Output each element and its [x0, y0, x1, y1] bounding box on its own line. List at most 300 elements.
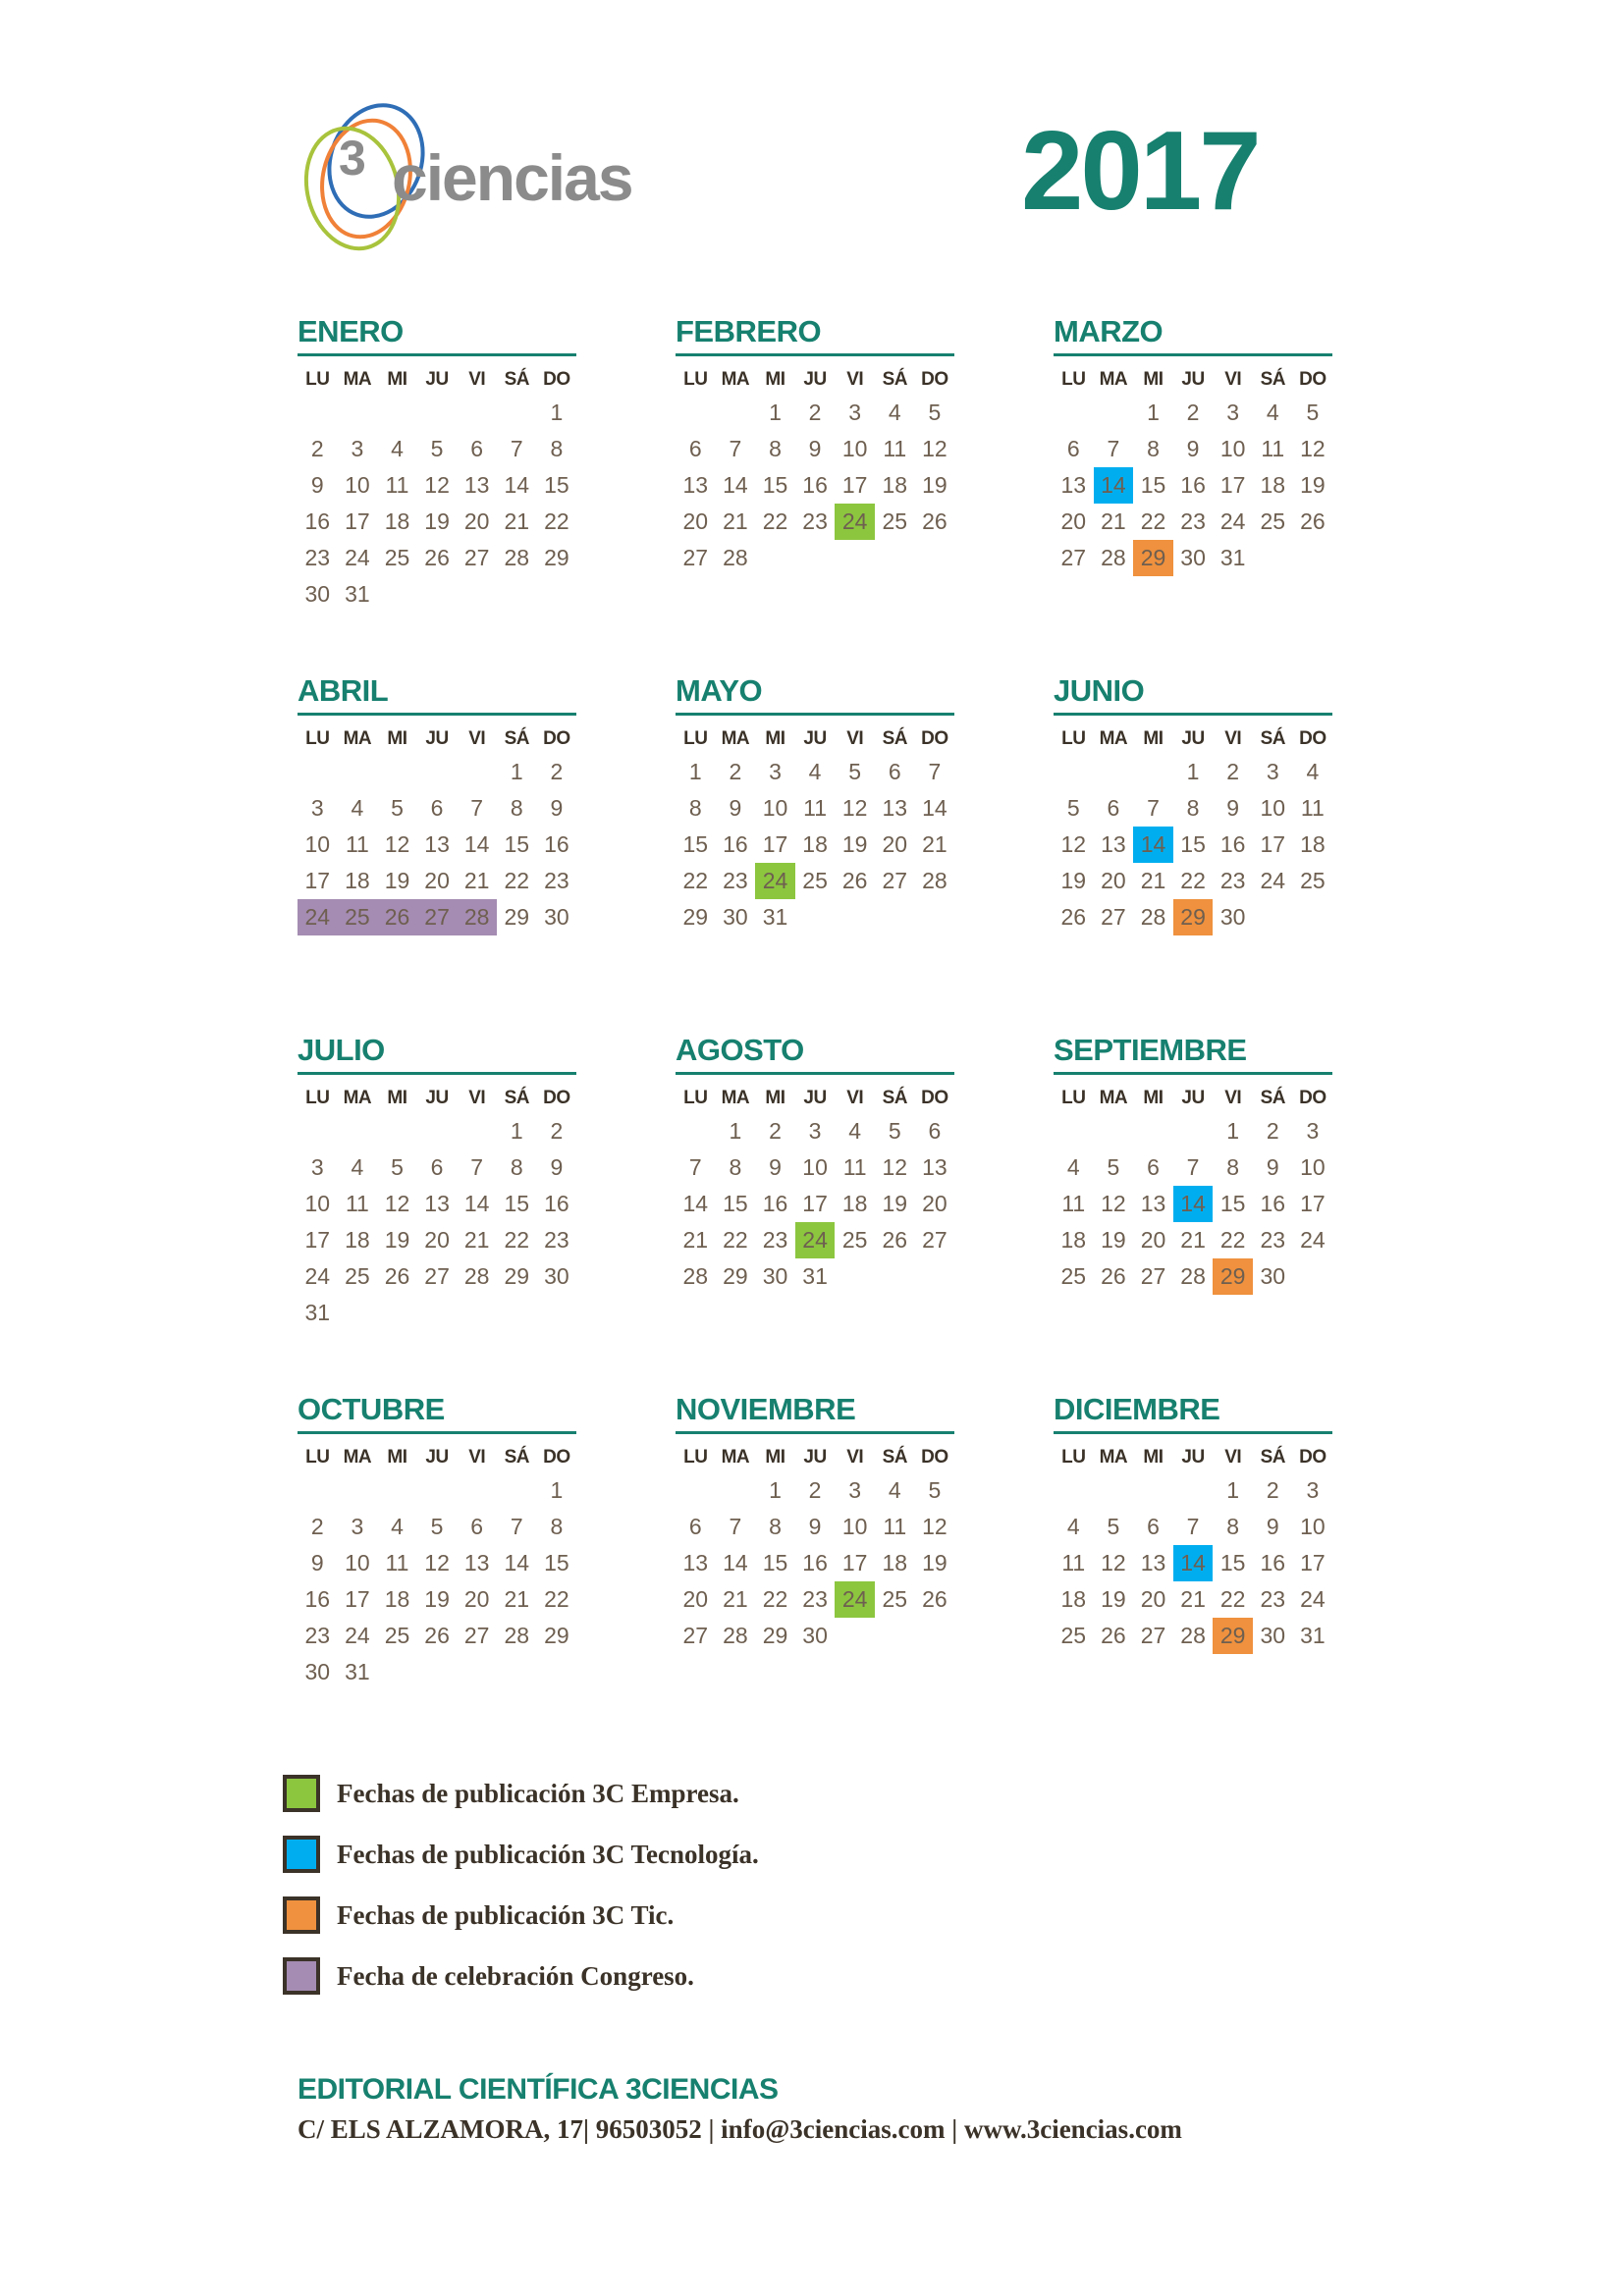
legend	[283, 1775, 759, 2018]
month-julio	[298, 1033, 576, 1331]
month-abril	[298, 673, 576, 935]
day-noviembre-28: 28	[723, 1623, 748, 1648]
day-agosto-20: 20	[922, 1191, 947, 1216]
day-agosto-9: 9	[769, 1154, 782, 1180]
weekday-label: SÁ	[504, 1088, 529, 1108]
weekday-label: MI	[765, 1447, 785, 1468]
day-mayo-12: 12	[841, 795, 868, 821]
weekday-label: MI	[387, 1088, 407, 1108]
day-diciembre-30: 30	[1260, 1623, 1286, 1648]
day-noviembre-4: 4	[888, 1477, 901, 1503]
day-marzo-14: 14	[1094, 467, 1134, 504]
day-septiembre-12: 12	[1101, 1191, 1126, 1216]
day-marzo-28: 28	[1101, 545, 1126, 570]
day-enero-9: 9	[310, 472, 324, 498]
legend-item-tecnologia	[283, 1836, 759, 1873]
day-junio-22: 22	[1180, 868, 1206, 893]
footer-contact-line: C/ ELS ALZAMORA, 17| 96503052 | info@3ciencias.com | www.3ciencias.com	[298, 2114, 1182, 2144]
day-abril-12: 12	[384, 831, 410, 857]
day-febrero-23: 23	[802, 508, 828, 534]
day-septiembre-8: 8	[1226, 1154, 1240, 1180]
day-diciembre-31: 31	[1300, 1623, 1326, 1648]
day-diciembre-25: 25	[1060, 1623, 1087, 1648]
empty-cell	[338, 395, 378, 431]
day-marzo-7: 7	[1107, 436, 1120, 461]
year-label: 2017	[1021, 109, 1259, 234]
day-febrero-4: 4	[888, 400, 901, 425]
day-junio-16: 16	[1219, 831, 1246, 857]
day-abril-19: 19	[384, 868, 410, 893]
weekday-label: MA	[1099, 369, 1128, 390]
day-mayo-21: 21	[922, 831, 947, 857]
empty-cell	[417, 1472, 458, 1509]
empty-cell	[1094, 1472, 1134, 1509]
day-junio-29: 29	[1173, 899, 1214, 935]
day-mayo-14: 14	[922, 795, 947, 821]
empty-cell	[377, 395, 417, 431]
weekday-header-row	[298, 1446, 576, 1469]
day-marzo-3: 3	[1226, 400, 1240, 425]
day-octubre-22: 22	[544, 1586, 569, 1612]
weekday-label: MI	[1143, 369, 1164, 390]
day-diciembre-21: 21	[1180, 1586, 1206, 1612]
day-octubre-25: 25	[384, 1623, 410, 1648]
weekday-label: MA	[721, 728, 750, 749]
day-enero-11: 11	[385, 472, 409, 498]
day-mayo-20: 20	[882, 831, 908, 857]
day-mayo-25: 25	[802, 868, 828, 893]
day-noviembre-7: 7	[729, 1514, 742, 1539]
day-mayo-22: 22	[682, 868, 709, 893]
month-septiembre	[1054, 1033, 1332, 1295]
day-abril-30: 30	[544, 904, 569, 930]
day-noviembre-21: 21	[723, 1586, 748, 1612]
month-underline	[1054, 1431, 1332, 1434]
weekday-label: SÁ	[1260, 728, 1285, 749]
day-noviembre-15: 15	[762, 1550, 788, 1575]
weekday-label: VI	[468, 728, 486, 749]
day-febrero-26: 26	[922, 508, 947, 534]
day-febrero-8: 8	[769, 436, 782, 461]
day-diciembre-28: 28	[1180, 1623, 1206, 1648]
day-agosto-29: 29	[723, 1263, 748, 1289]
weekday-label: JU	[425, 1447, 449, 1468]
day-junio-14: 14	[1133, 827, 1173, 863]
day-marzo-6: 6	[1066, 436, 1080, 461]
day-enero-29: 29	[544, 545, 569, 570]
empty-cell	[1094, 1113, 1134, 1149]
weekday-label: JU	[1181, 369, 1205, 390]
weekday-label: MI	[1143, 1447, 1164, 1468]
day-octubre-24: 24	[345, 1623, 370, 1648]
month-title: DICIEMBRE	[1054, 1392, 1220, 1426]
day-abril-17: 17	[304, 868, 331, 893]
3ciencias-logo	[290, 90, 702, 267]
month-mayo	[676, 673, 954, 935]
day-marzo-10: 10	[1219, 436, 1246, 461]
day-febrero-22: 22	[762, 508, 788, 534]
weekday-label: DO	[1299, 1088, 1326, 1108]
month-underline	[298, 1431, 576, 1434]
weekday-label: SÁ	[504, 728, 529, 749]
day-septiembre-20: 20	[1140, 1227, 1166, 1253]
empty-cell	[716, 395, 756, 431]
day-abril-6: 6	[430, 795, 444, 821]
day-marzo-30: 30	[1180, 545, 1206, 570]
day-febrero-16: 16	[802, 472, 828, 498]
day-enero-5: 5	[430, 436, 444, 461]
weekday-label: LU	[683, 369, 708, 390]
empty-cell	[377, 1113, 417, 1149]
day-septiembre-14: 14	[1173, 1186, 1214, 1222]
day-noviembre-12: 12	[922, 1514, 947, 1539]
empty-cell	[1054, 754, 1094, 790]
weekday-label: SÁ	[882, 1088, 907, 1108]
day-agosto-22: 22	[723, 1227, 748, 1253]
day-enero-18: 18	[384, 508, 410, 534]
day-agosto-16: 16	[762, 1191, 788, 1216]
day-agosto-14: 14	[682, 1191, 709, 1216]
day-grid	[1054, 395, 1332, 576]
day-abril-27: 27	[417, 899, 458, 935]
day-grid	[676, 754, 954, 935]
month-underline	[298, 713, 576, 716]
weekday-label: VI	[468, 1447, 486, 1468]
day-junio-4: 4	[1306, 759, 1320, 784]
day-marzo-16: 16	[1180, 472, 1206, 498]
weekday-label: VI	[1224, 728, 1242, 749]
day-julio-13: 13	[424, 1191, 450, 1216]
weekday-label: MI	[765, 1088, 785, 1108]
weekday-label: LU	[1061, 369, 1086, 390]
day-octubre-27: 27	[463, 1623, 490, 1648]
day-abril-18: 18	[345, 868, 370, 893]
day-enero-17: 17	[345, 508, 370, 534]
day-mayo-7: 7	[928, 759, 942, 784]
day-agosto-19: 19	[882, 1191, 908, 1216]
day-junio-18: 18	[1300, 831, 1326, 857]
day-noviembre-26: 26	[922, 1586, 947, 1612]
day-marzo-11: 11	[1261, 436, 1285, 461]
empty-cell	[457, 754, 497, 790]
weekday-label: MI	[765, 728, 785, 749]
month-underline	[676, 1072, 954, 1075]
day-julio-30: 30	[544, 1263, 569, 1289]
day-enero-3: 3	[351, 436, 364, 461]
day-diciembre-1: 1	[1226, 1477, 1240, 1503]
day-junio-24: 24	[1260, 868, 1286, 893]
day-mayo-28: 28	[922, 868, 947, 893]
day-mayo-6: 6	[888, 759, 901, 784]
day-marzo-4: 4	[1266, 400, 1279, 425]
weekday-label: VI	[846, 728, 864, 749]
day-julio-6: 6	[430, 1154, 444, 1180]
empty-cell	[676, 395, 716, 431]
day-junio-19: 19	[1060, 868, 1087, 893]
empty-cell	[676, 1472, 716, 1509]
day-mayo-13: 13	[882, 795, 908, 821]
month-title: ABRIL	[298, 673, 389, 708]
day-marzo-21: 21	[1101, 508, 1126, 534]
day-agosto-31: 31	[802, 1263, 828, 1289]
day-diciembre-11: 11	[1061, 1550, 1086, 1575]
empty-cell	[1173, 1113, 1214, 1149]
day-enero-12: 12	[424, 472, 450, 498]
day-julio-29: 29	[504, 1263, 530, 1289]
day-diciembre-13: 13	[1140, 1550, 1166, 1575]
weekday-label: MA	[721, 1088, 750, 1108]
month-underline	[298, 1072, 576, 1075]
weekday-label: JU	[803, 728, 827, 749]
day-octubre-19: 19	[424, 1586, 450, 1612]
day-marzo-8: 8	[1147, 436, 1160, 461]
day-febrero-19: 19	[922, 472, 947, 498]
day-grid	[676, 1113, 954, 1295]
day-junio-21: 21	[1140, 868, 1166, 893]
month-underline	[1054, 1072, 1332, 1075]
day-marzo-27: 27	[1060, 545, 1087, 570]
day-mayo-8: 8	[688, 795, 702, 821]
day-septiembre-16: 16	[1260, 1191, 1286, 1216]
day-marzo-29: 29	[1133, 540, 1173, 576]
day-enero-6: 6	[470, 436, 484, 461]
day-noviembre-16: 16	[802, 1550, 828, 1575]
day-octubre-18: 18	[384, 1586, 410, 1612]
day-julio-12: 12	[384, 1191, 410, 1216]
weekday-label: JU	[803, 1088, 827, 1108]
day-marzo-18: 18	[1260, 472, 1286, 498]
legend-label-empresa: Fechas de publicación 3C Empresa.	[337, 1778, 739, 1808]
day-octubre-13: 13	[463, 1550, 490, 1575]
day-grid	[298, 1113, 576, 1331]
weekday-header-row	[298, 1087, 576, 1110]
day-septiembre-3: 3	[1306, 1118, 1320, 1144]
day-junio-11: 11	[1300, 795, 1325, 821]
day-julio-5: 5	[391, 1154, 404, 1180]
day-noviembre-9: 9	[808, 1514, 822, 1539]
empty-cell	[338, 1113, 378, 1149]
day-agosto-27: 27	[922, 1227, 947, 1253]
day-abril-1: 1	[510, 759, 523, 784]
day-abril-7: 7	[470, 795, 484, 821]
day-febrero-15: 15	[762, 472, 788, 498]
day-febrero-11: 11	[883, 436, 907, 461]
day-julio-8: 8	[510, 1154, 523, 1180]
weekday-label: DO	[921, 1447, 948, 1468]
day-enero-14: 14	[504, 472, 530, 498]
day-noviembre-23: 23	[802, 1586, 828, 1612]
day-noviembre-27: 27	[682, 1623, 709, 1648]
day-agosto-17: 17	[802, 1191, 828, 1216]
empty-cell	[298, 754, 338, 790]
month-title: JULIO	[298, 1033, 385, 1067]
day-mayo-5: 5	[848, 759, 862, 784]
day-junio-8: 8	[1186, 795, 1200, 821]
day-diciembre-26: 26	[1101, 1623, 1126, 1648]
day-junio-7: 7	[1147, 795, 1160, 821]
day-enero-13: 13	[463, 472, 490, 498]
footer-publisher-title: EDITORIAL CIENTÍFICA 3CIENCIAS	[298, 2073, 779, 2106]
weekday-label: VI	[1224, 1088, 1242, 1108]
day-enero-1: 1	[550, 400, 564, 425]
day-septiembre-26: 26	[1101, 1263, 1126, 1289]
day-agosto-24: 24	[795, 1222, 836, 1258]
day-mayo-26: 26	[841, 868, 868, 893]
weekday-label: LU	[305, 1088, 330, 1108]
month-title: OCTUBRE	[298, 1392, 445, 1426]
day-febrero-7: 7	[729, 436, 742, 461]
footer	[298, 2073, 1378, 2145]
day-mayo-3: 3	[769, 759, 782, 784]
day-febrero-20: 20	[682, 508, 709, 534]
day-enero-16: 16	[304, 508, 331, 534]
weekday-label: MI	[1143, 1088, 1164, 1108]
day-octubre-3: 3	[351, 1514, 364, 1539]
empty-cell	[1094, 395, 1134, 431]
day-junio-28: 28	[1140, 904, 1166, 930]
day-noviembre-29: 29	[762, 1623, 788, 1648]
weekday-label: VI	[846, 1088, 864, 1108]
weekday-label: LU	[683, 1088, 708, 1108]
day-mayo-18: 18	[802, 831, 828, 857]
weekday-label: LU	[683, 1447, 708, 1468]
day-agosto-3: 3	[808, 1118, 822, 1144]
day-septiembre-4: 4	[1066, 1154, 1080, 1180]
day-diciembre-18: 18	[1060, 1586, 1087, 1612]
weekday-label: DO	[543, 728, 570, 749]
day-junio-30: 30	[1219, 904, 1246, 930]
day-septiembre-9: 9	[1266, 1154, 1279, 1180]
month-underline	[298, 353, 576, 356]
month-title: NOVIEMBRE	[676, 1392, 856, 1426]
empty-cell	[1173, 1472, 1214, 1509]
weekday-label: MI	[765, 369, 785, 390]
day-febrero-18: 18	[882, 472, 908, 498]
day-febrero-1: 1	[769, 400, 782, 425]
day-mayo-24: 24	[755, 863, 795, 899]
empty-cell	[457, 1113, 497, 1149]
day-diciembre-22: 22	[1219, 1586, 1246, 1612]
day-octubre-16: 16	[304, 1586, 331, 1612]
day-octubre-9: 9	[310, 1550, 324, 1575]
month-underline	[676, 1431, 954, 1434]
day-mayo-10: 10	[762, 795, 788, 821]
day-mayo-23: 23	[723, 868, 748, 893]
month-marzo	[1054, 314, 1332, 576]
weekday-header-row	[1054, 368, 1332, 392]
day-agosto-10: 10	[802, 1154, 828, 1180]
day-septiembre-27: 27	[1140, 1263, 1166, 1289]
day-julio-2: 2	[550, 1118, 564, 1144]
weekday-label: MA	[1099, 728, 1128, 749]
weekday-label: LU	[305, 1447, 330, 1468]
day-grid	[1054, 754, 1332, 935]
day-noviembre-10: 10	[841, 1514, 868, 1539]
month-title: AGOSTO	[676, 1033, 804, 1067]
day-grid	[298, 395, 576, 613]
day-enero-28: 28	[504, 545, 530, 570]
day-octubre-17: 17	[345, 1586, 370, 1612]
day-octubre-31: 31	[345, 1659, 370, 1684]
day-junio-6: 6	[1107, 795, 1120, 821]
congreso-color-swatch	[283, 1957, 320, 1995]
day-noviembre-14: 14	[723, 1550, 748, 1575]
day-octubre-1: 1	[550, 1477, 564, 1503]
day-mayo-11: 11	[803, 795, 828, 821]
weekday-label: LU	[305, 369, 330, 390]
day-febrero-28: 28	[723, 545, 748, 570]
day-julio-21: 21	[463, 1227, 490, 1253]
month-title: JUNIO	[1054, 673, 1145, 708]
day-mayo-31: 31	[762, 904, 788, 930]
day-abril-16: 16	[544, 831, 569, 857]
day-febrero-5: 5	[928, 400, 942, 425]
day-diciembre-9: 9	[1266, 1514, 1279, 1539]
day-febrero-17: 17	[841, 472, 868, 498]
day-enero-7: 7	[510, 436, 523, 461]
weekday-label: DO	[543, 1088, 570, 1108]
day-diciembre-27: 27	[1140, 1623, 1166, 1648]
day-septiembre-25: 25	[1060, 1263, 1087, 1289]
day-septiembre-17: 17	[1300, 1191, 1326, 1216]
weekday-label: LU	[1061, 1088, 1086, 1108]
day-marzo-19: 19	[1300, 472, 1326, 498]
day-enero-19: 19	[424, 508, 450, 534]
day-mayo-27: 27	[882, 868, 908, 893]
day-diciembre-4: 4	[1066, 1514, 1080, 1539]
day-noviembre-6: 6	[688, 1514, 702, 1539]
day-noviembre-30: 30	[802, 1623, 828, 1648]
day-octubre-5: 5	[430, 1514, 444, 1539]
day-marzo-2: 2	[1186, 400, 1200, 425]
day-agosto-30: 30	[762, 1263, 788, 1289]
weekday-label: JU	[425, 369, 449, 390]
day-julio-24: 24	[304, 1263, 331, 1289]
day-marzo-12: 12	[1300, 436, 1326, 461]
day-grid	[676, 1472, 954, 1654]
day-marzo-9: 9	[1186, 436, 1200, 461]
day-febrero-13: 13	[682, 472, 709, 498]
weekday-label: LU	[1061, 728, 1086, 749]
day-octubre-4: 4	[391, 1514, 404, 1539]
day-mayo-15: 15	[682, 831, 709, 857]
day-agosto-8: 8	[729, 1154, 742, 1180]
day-agosto-1: 1	[729, 1118, 742, 1144]
day-diciembre-2: 2	[1266, 1477, 1279, 1503]
month-octubre	[298, 1392, 576, 1690]
empresa-color-swatch	[283, 1775, 320, 1812]
day-octubre-2: 2	[310, 1514, 324, 1539]
day-diciembre-29: 29	[1213, 1618, 1253, 1654]
day-agosto-11: 11	[842, 1154, 867, 1180]
day-marzo-22: 22	[1140, 508, 1166, 534]
weekday-label: SÁ	[882, 728, 907, 749]
month-underline	[1054, 353, 1332, 356]
day-junio-12: 12	[1060, 831, 1087, 857]
day-abril-24: 24	[298, 899, 338, 935]
day-enero-8: 8	[550, 436, 564, 461]
empty-cell	[298, 1472, 338, 1509]
weekday-label: MI	[387, 369, 407, 390]
weekday-label: SÁ	[1260, 1088, 1285, 1108]
day-abril-28: 28	[457, 899, 497, 935]
day-julio-11: 11	[345, 1191, 369, 1216]
day-junio-10: 10	[1260, 795, 1286, 821]
day-octubre-12: 12	[424, 1550, 450, 1575]
day-enero-15: 15	[544, 472, 569, 498]
day-agosto-28: 28	[682, 1263, 709, 1289]
day-noviembre-11: 11	[883, 1514, 907, 1539]
